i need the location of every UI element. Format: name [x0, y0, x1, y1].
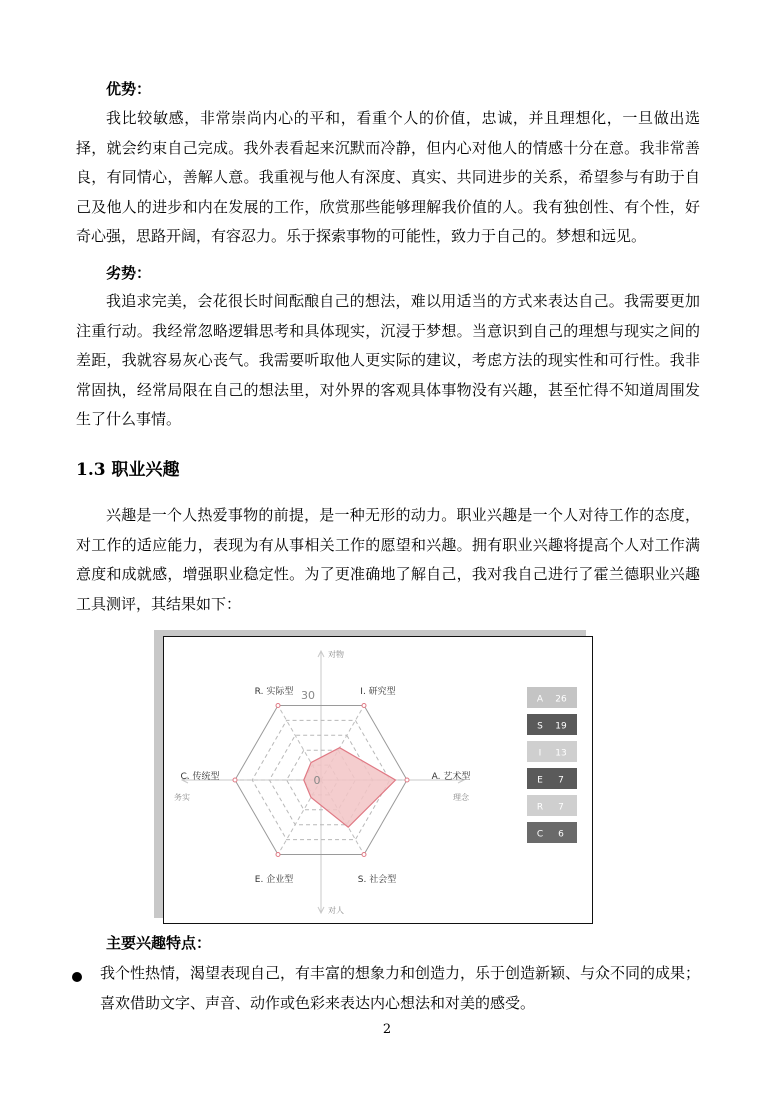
weaknesses-heading: 劣势：	[106, 264, 152, 282]
radar-data-area	[304, 748, 396, 828]
score-box-R	[527, 795, 577, 816]
score-value-I: 13	[555, 748, 567, 759]
category-label-R: R. 实际型	[254, 687, 294, 697]
score-value-R: 7	[558, 802, 564, 813]
section-intro-paragraph: 兴趣是一个人热爱事物的前提，是一种无形的动力。职业兴趣是一个人对待工作的态度，对工作的适应能力，表现为有从事相关工作的愿望和兴趣。拥有职业兴趣将提高个人对工作满意度和成就感，增强职业稳定性。为了更准确地了解自己，我对我自己进行了霍兰德职业兴趣工具测评，其结果如下：	[76, 506, 700, 613]
weaknesses-paragraph: 我追求完美，会花很长时间酝酿自己的想法，难以用适当的方式来表达自己。我需要更加注重行动。我经常忽略逻辑思考和具体现实，沉浸于梦想。当意识到自己的理想与现实之间的差距，我就容易灰心丧气。我需要听取他人更实际的建议，考虑方法的现实性和可行性。我非常固执，经常局限在自己的想法里，对外界的客观具体事物没有兴趣，甚至忙得不知道周围发生了什么事情。	[76, 292, 700, 429]
strengths-paragraph: 我比较敏感，非常崇尚内心的平和，看重个人的价值，忠诚，并且理想化，一旦做出选择，就会约束自己完成。我外表看起来沉默而冷静，但内心对他人的情感十分在意。我非常善良，有同情心，善解人意。我重视与他人有深度、真实、共同进步的关系，希望参与有助于自己及他人的进步和内在发展的工作，欣赏那些能够理解我价值的人。我有独创性、有个性，好奇心强，思路开阔，有容忍力。乐于探索事物的可能性，致力于自己的。梦想和远见。	[76, 109, 700, 246]
score-box-C	[527, 822, 577, 843]
axis-label-right: 理念	[453, 793, 469, 802]
category-label-A: A. 艺术型	[431, 772, 471, 782]
score-code-C: C	[536, 829, 544, 840]
tick-label-min: 0	[313, 774, 321, 787]
score-code-A: A	[536, 694, 544, 705]
score-box-S	[527, 714, 577, 735]
features-heading: 主要兴趣特点：	[106, 934, 212, 952]
category-label-I: I. 研究型	[360, 687, 396, 697]
holland-radar-figure	[163, 636, 593, 924]
score-value-S: 19	[555, 721, 567, 732]
score-box-A	[527, 687, 577, 708]
score-value-E: 7	[558, 775, 564, 786]
score-value-A: 26	[555, 694, 567, 705]
axis-label-bottom: 对人	[328, 906, 344, 915]
radar-vertex-A	[405, 778, 409, 782]
score-code-I: I	[538, 748, 542, 759]
category-label-E: E. 企业型	[254, 875, 294, 885]
bullet-icon	[72, 972, 82, 982]
score-code-S: S	[537, 721, 543, 732]
radar-vertex-S	[362, 852, 366, 856]
section-title: 1.3 职业兴趣	[76, 460, 180, 480]
strengths-heading: 优势：	[106, 80, 152, 98]
radar-chart	[164, 637, 591, 922]
page-number: 2	[382, 1022, 392, 1037]
category-label-S: S. 社会型	[357, 875, 397, 885]
score-value-C: 6	[558, 829, 564, 840]
axis-label-top: 对物	[328, 650, 344, 659]
score-code-E: E	[537, 775, 543, 786]
score-box-I	[527, 741, 577, 762]
radar-vertex-C	[233, 778, 237, 782]
category-label-C: C. 传统型	[180, 772, 220, 782]
score-box-E	[527, 768, 577, 789]
features-bullet-text: 我个性热情，渴望表现自己，有丰富的想象力和创造力，乐于创造新颖、与众不同的成果；喜欢借助文字、声音、动作或色彩来表达内心想法和对美的感受。	[100, 964, 701, 1012]
radar-vertex-R	[276, 704, 280, 708]
score-code-R: R	[536, 802, 544, 813]
tick-label-max: 30	[301, 689, 315, 702]
radar-vertex-I	[362, 704, 366, 708]
radar-vertex-E	[276, 852, 280, 856]
axis-label-left: 务实	[174, 793, 190, 802]
